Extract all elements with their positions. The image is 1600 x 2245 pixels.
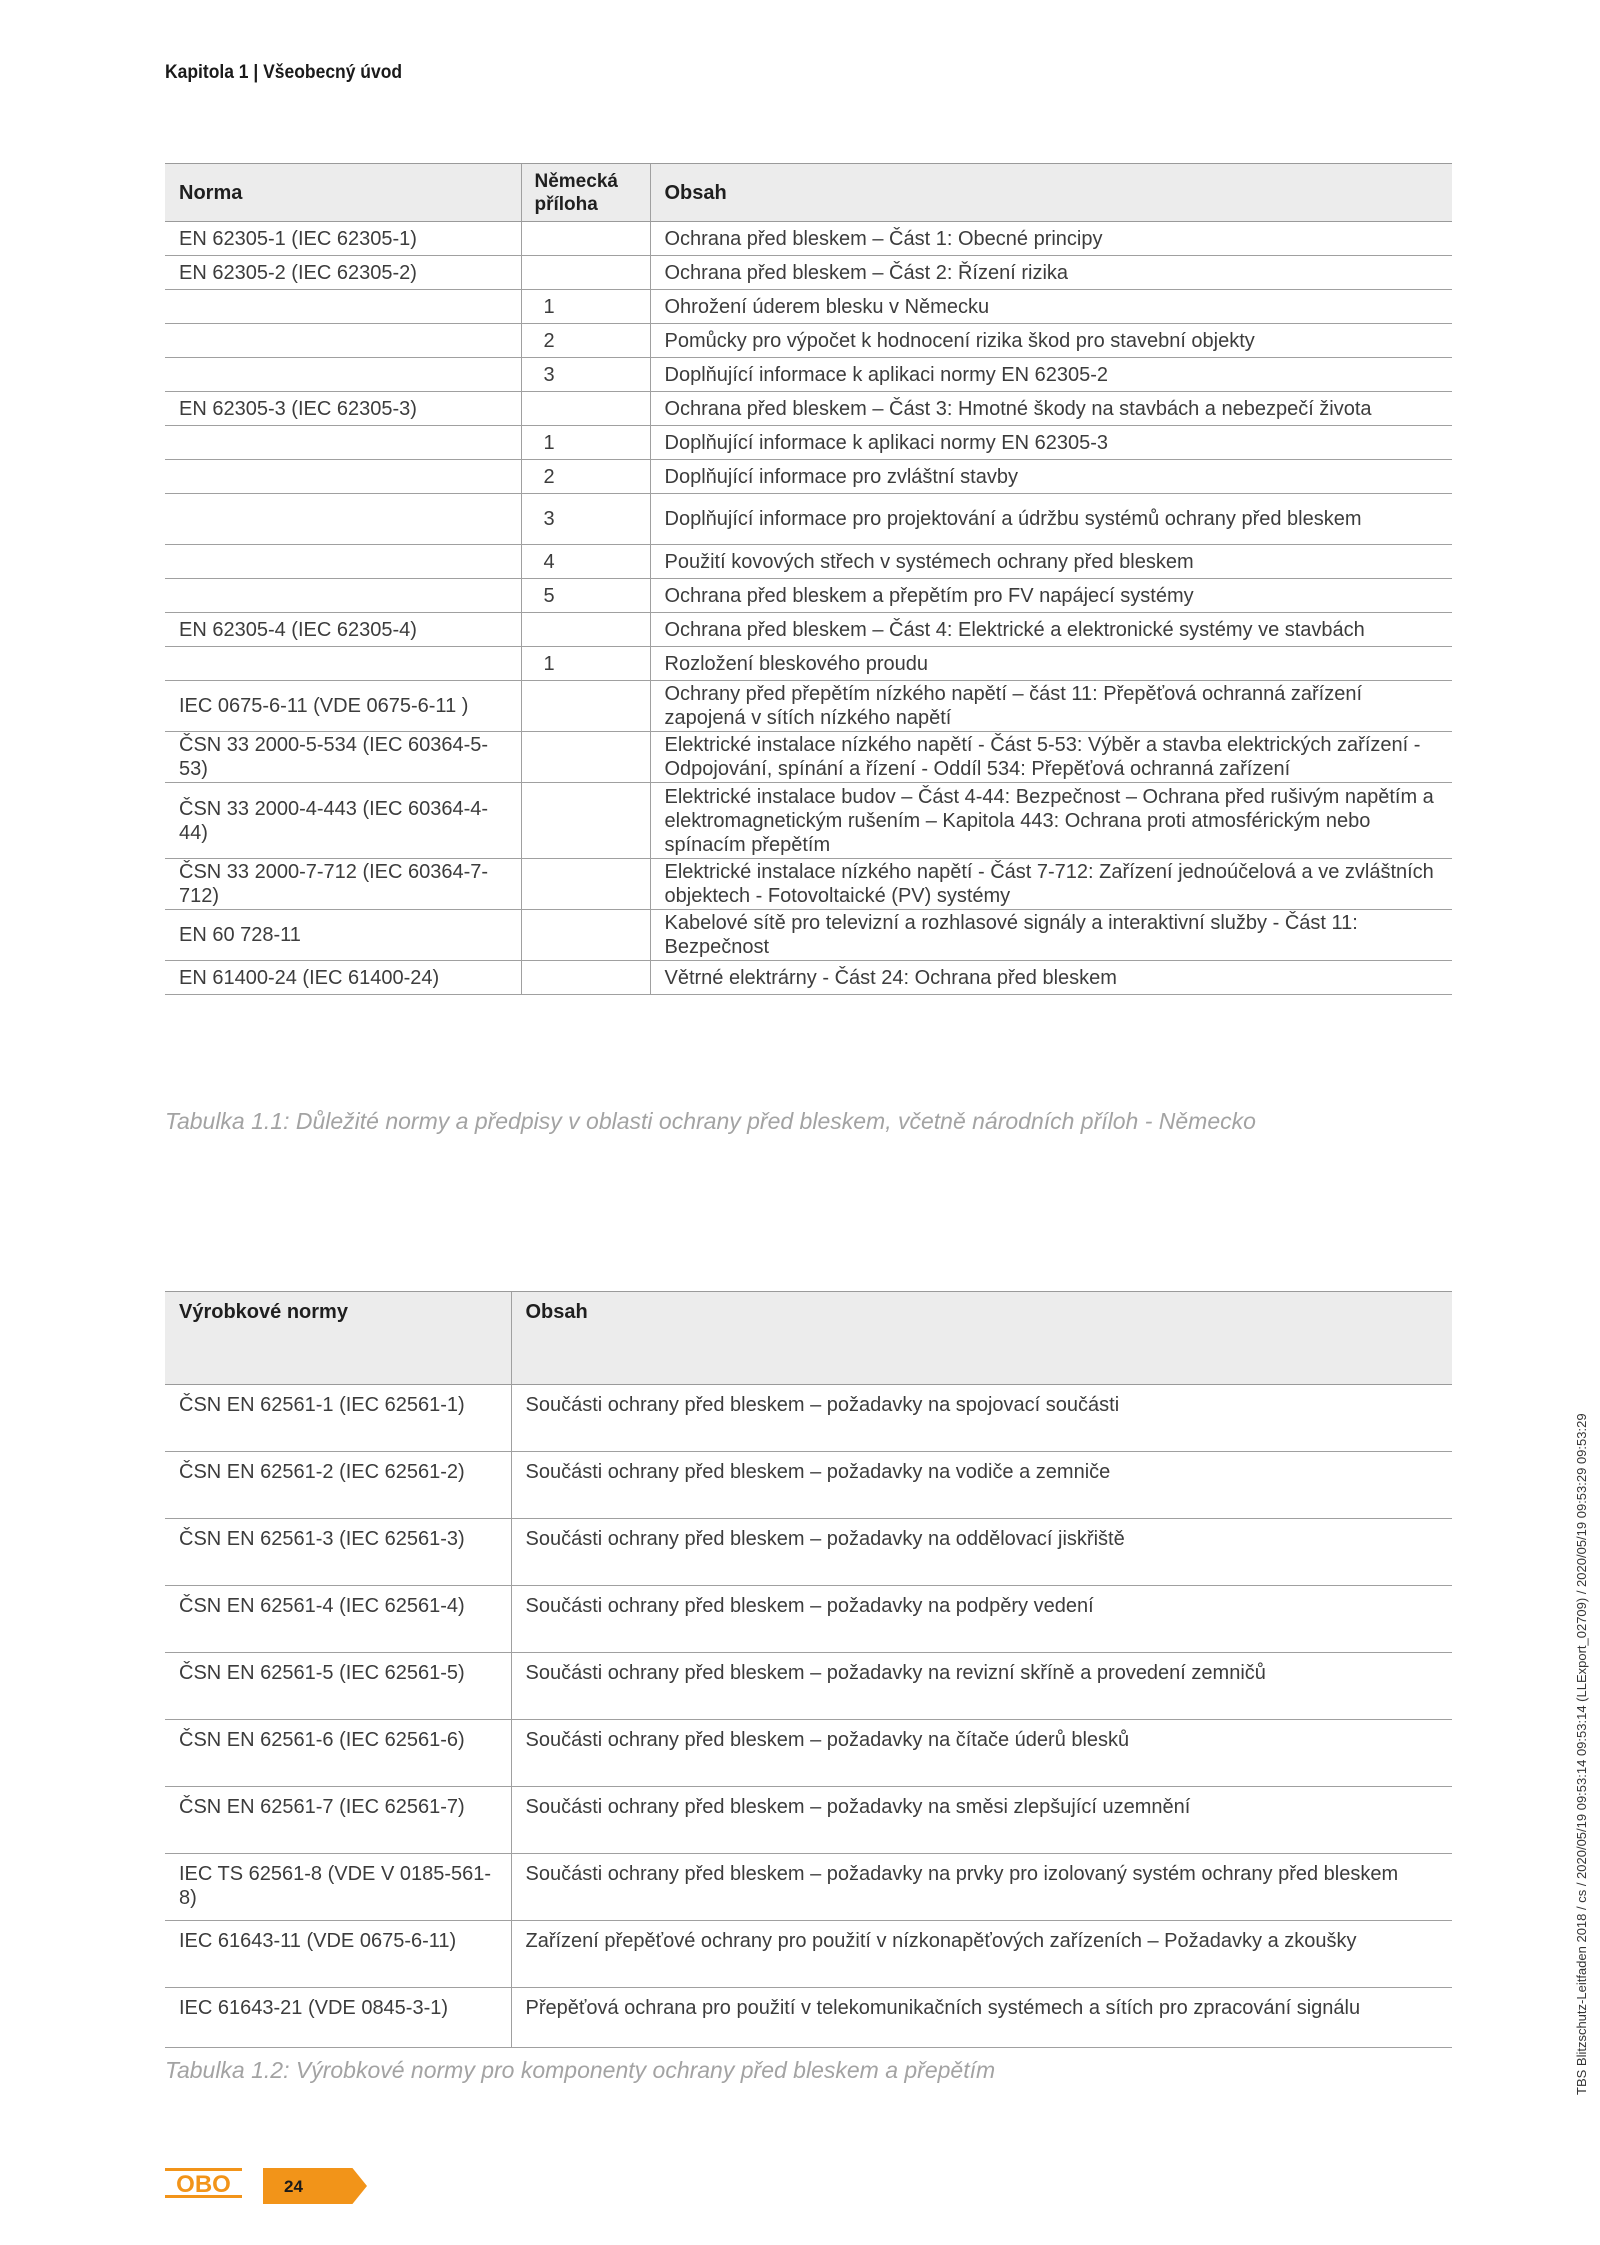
header-obsah: Obsah <box>650 164 1452 222</box>
cell-priloha <box>521 859 650 910</box>
table-row <box>165 222 1452 256</box>
table-header-row <box>165 1292 1452 1385</box>
cell-obsah: Doplňující informace k aplikaci normy EN 62305-2 <box>650 358 1452 392</box>
page-number: 24 <box>284 2177 303 2196</box>
cell-norma: ČSN EN 62561-6 (IEC 62561-6) <box>165 1720 511 1787</box>
table-header-row <box>165 164 1452 222</box>
cell-priloha: 4 <box>521 545 650 579</box>
cell-priloha <box>521 910 650 961</box>
table-row <box>165 859 1452 910</box>
product-norms-table <box>165 1291 1452 2048</box>
cell-priloha: 2 <box>521 324 650 358</box>
cell-norma <box>165 460 521 494</box>
table-row <box>165 1720 1452 1787</box>
table-row <box>165 1586 1452 1653</box>
table-row <box>165 579 1452 613</box>
cell-priloha <box>521 256 650 290</box>
cell-norma <box>165 579 521 613</box>
header-norma: Norma <box>165 164 521 222</box>
cell-obsah: Součásti ochrany před bleskem – požadavky na revizní skříně a provedení zemničů <box>511 1653 1452 1720</box>
cell-norma: ČSN 33 2000-5-534 (IEC 60364-5-53) <box>165 732 521 783</box>
table-row <box>165 1787 1452 1854</box>
cell-obsah: Doplňující informace k aplikaci normy EN 62305-3 <box>650 426 1452 460</box>
table-row <box>165 290 1452 324</box>
table-row <box>165 1519 1452 1586</box>
table-row <box>165 783 1452 859</box>
cell-norma: EN 62305-3 (IEC 62305-3) <box>165 392 521 426</box>
table-row <box>165 1921 1452 1988</box>
chapter-heading: Kapitola 1 | Všeobecný úvod <box>165 62 403 83</box>
cell-norma: ČSN EN 62561-7 (IEC 62561-7) <box>165 1787 511 1854</box>
cell-norma: EN 61400-24 (IEC 61400-24) <box>165 961 521 995</box>
cell-norma: IEC TS 62561-8 (VDE V 0185-561-8) <box>165 1854 511 1921</box>
side-print-info: TBS Blitzschutz-Leitfaden 2018 / cs / 2020/05/19 09:53:14 09:53:14 (LLExport_02709) / 2020/05/19 09:53:29 09:53:29 <box>1574 1413 1589 2095</box>
norms-table-body <box>165 222 1452 995</box>
cell-obsah: Ochrana před bleskem – Část 1: Obecné principy <box>650 222 1452 256</box>
cell-priloha: 1 <box>521 647 650 681</box>
cell-norma: IEC 61643-11 (VDE 0675-6-11) <box>165 1921 511 1988</box>
cell-norma: ČSN 33 2000-4-443 (IEC 60364-4-44) <box>165 783 521 859</box>
cell-priloha <box>521 392 650 426</box>
cell-priloha: 1 <box>521 426 650 460</box>
cell-obsah: Ochrana před bleskem – Část 4: Elektrické a elektronické systémy ve stavbách <box>650 613 1452 647</box>
obo-logo <box>165 2168 242 2198</box>
table-row <box>165 256 1452 290</box>
cell-norma <box>165 545 521 579</box>
cell-norma: ČSN 33 2000-7-712 (IEC 60364-7-712) <box>165 859 521 910</box>
table-row <box>165 1452 1452 1519</box>
cell-norma: EN 60 728-11 <box>165 910 521 961</box>
cell-priloha <box>521 732 650 783</box>
cell-priloha: 2 <box>521 460 650 494</box>
page-number-tag <box>263 2168 367 2204</box>
cell-norma <box>165 647 521 681</box>
table-row <box>165 460 1452 494</box>
cell-norma: EN 62305-1 (IEC 62305-1) <box>165 222 521 256</box>
cell-obsah: Součásti ochrany před bleskem – požadavky na směsi zlepšující uzemnění <box>511 1787 1452 1854</box>
cell-obsah: Součásti ochrany před bleskem – požadavky na vodiče a zemniče <box>511 1452 1452 1519</box>
table-row <box>165 732 1452 783</box>
table-row <box>165 613 1452 647</box>
table-row <box>165 494 1452 545</box>
cell-obsah: Ochrany před přepětím nízkého napětí – část 11: Přepěťová ochranná zařízení zapojená v sítích nízkého napětí <box>650 681 1452 732</box>
cell-obsah: Přepěťová ochrana pro použití v telekomunikačních systémech a sítích pro zpracování signálu <box>511 1988 1452 2048</box>
table-row <box>165 392 1452 426</box>
cell-norma <box>165 324 521 358</box>
cell-obsah: Zařízení přepěťové ochrany pro použití v nízkonapěťových zařízeních – Požadavky a zkoušky <box>511 1921 1452 1988</box>
header-obsah: Obsah <box>511 1292 1452 1385</box>
cell-obsah: Kabelové sítě pro televizní a rozhlasové signály a interaktivní služby - Část 11: Bezpečnost <box>650 910 1452 961</box>
cell-norma: IEC 61643-21 (VDE 0845-3-1) <box>165 1988 511 2048</box>
cell-obsah: Ochrana před bleskem a přepětím pro FV napájecí systémy <box>650 579 1452 613</box>
table-row <box>165 681 1452 732</box>
cell-norma: ČSN EN 62561-1 (IEC 62561-1) <box>165 1385 511 1452</box>
table-row <box>165 358 1452 392</box>
cell-norma: ČSN EN 62561-2 (IEC 62561-2) <box>165 1452 511 1519</box>
cell-norma <box>165 290 521 324</box>
header-nemecka-priloha: Německá příloha <box>521 164 650 222</box>
cell-norma: ČSN EN 62561-5 (IEC 62561-5) <box>165 1653 511 1720</box>
cell-obsah: Součásti ochrany před bleskem – požadavky na oddělovací jiskřiště <box>511 1519 1452 1586</box>
cell-priloha: 3 <box>521 494 650 545</box>
product-norms-table-body <box>165 1385 1452 2048</box>
cell-norma: EN 62305-4 (IEC 62305-4) <box>165 613 521 647</box>
cell-priloha <box>521 681 650 732</box>
cell-obsah: Větrné elektrárny - Část 24: Ochrana před bleskem <box>650 961 1452 995</box>
cell-obsah: Ohrožení úderem blesku v Německu <box>650 290 1452 324</box>
cell-obsah: Ochrana před bleskem – Část 3: Hmotné škody na stavbách a nebezpečí života <box>650 392 1452 426</box>
table-row <box>165 426 1452 460</box>
cell-priloha <box>521 222 650 256</box>
header-vyrobkove-normy: Výrobkové normy <box>165 1292 511 1385</box>
table-row <box>165 647 1452 681</box>
logo-text: OBO <box>176 2171 231 2198</box>
cell-priloha <box>521 783 650 859</box>
cell-priloha <box>521 613 650 647</box>
cell-obsah: Součásti ochrany před bleskem – požadavky na podpěry vedení <box>511 1586 1452 1653</box>
cell-obsah: Elektrické instalace nízkého napětí - Část 5-53: Výběr a stavba elektrických zařízení - Odpojování, spínání a řízení - Oddíl 534: Přepěťová ochranná zařízení <box>650 732 1452 783</box>
cell-priloha <box>521 961 650 995</box>
cell-obsah: Rozložení bleskového proudu <box>650 647 1452 681</box>
cell-obsah: Součásti ochrany před bleskem – požadavky na prvky pro izolovaný systém ochrany před bleskem <box>511 1854 1452 1921</box>
cell-obsah: Ochrana před bleskem – Část 2: Řízení rizika <box>650 256 1452 290</box>
cell-norma <box>165 494 521 545</box>
cell-obsah: Použití kovových střech v systémech ochrany před bleskem <box>650 545 1452 579</box>
table-caption-1: Tabulka 1.1: Důležité normy a předpisy v oblasti ochrany před bleskem, včetně národních příloh - Německo <box>165 1108 1256 1134</box>
cell-obsah: Součásti ochrany před bleskem – požadavky na spojovací součásti <box>511 1385 1452 1452</box>
cell-norma <box>165 426 521 460</box>
table-row <box>165 1854 1452 1921</box>
table-row <box>165 324 1452 358</box>
table-row <box>165 1653 1452 1720</box>
cell-norma <box>165 358 521 392</box>
cell-priloha: 3 <box>521 358 650 392</box>
cell-obsah: Elektrické instalace nízkého napětí - Část 7-712: Zařízení jednoúčelová a ve zvláštních objektech - Fotovoltaické (PV) systémy <box>650 859 1452 910</box>
table-row <box>165 545 1452 579</box>
cell-obsah: Pomůcky pro výpočet k hodnocení rizika škod pro stavební objekty <box>650 324 1452 358</box>
table-row <box>165 910 1452 961</box>
cell-obsah: Doplňující informace pro zvláštní stavby <box>650 460 1452 494</box>
cell-priloha: 1 <box>521 290 650 324</box>
cell-obsah: Elektrické instalace budov – Část 4-44: Bezpečnost – Ochrana před rušivým napětím a elektromagnetickým rušením – Kapitola 443: Ochrana proti atmosférickým nebo spínacím přepětím <box>650 783 1452 859</box>
table-caption-2: Tabulka 1.2: Výrobkové normy pro komponenty ochrany před bleskem a přepětím <box>165 2057 996 2083</box>
cell-norma: EN 62305-2 (IEC 62305-2) <box>165 256 521 290</box>
table-row <box>165 961 1452 995</box>
cell-obsah: Doplňující informace pro projektování a údržbu systémů ochrany před bleskem <box>650 494 1452 545</box>
cell-norma: ČSN EN 62561-4 (IEC 62561-4) <box>165 1586 511 1653</box>
cell-norma: IEC 0675-6-11 (VDE 0675-6-11 ) <box>165 681 521 732</box>
cell-norma: ČSN EN 62561-3 (IEC 62561-3) <box>165 1519 511 1586</box>
norms-table <box>165 163 1452 995</box>
cell-priloha: 5 <box>521 579 650 613</box>
table-row <box>165 1385 1452 1452</box>
cell-obsah: Součásti ochrany před bleskem – požadavky na čítače úderů blesků <box>511 1720 1452 1787</box>
table-row <box>165 1988 1452 2048</box>
